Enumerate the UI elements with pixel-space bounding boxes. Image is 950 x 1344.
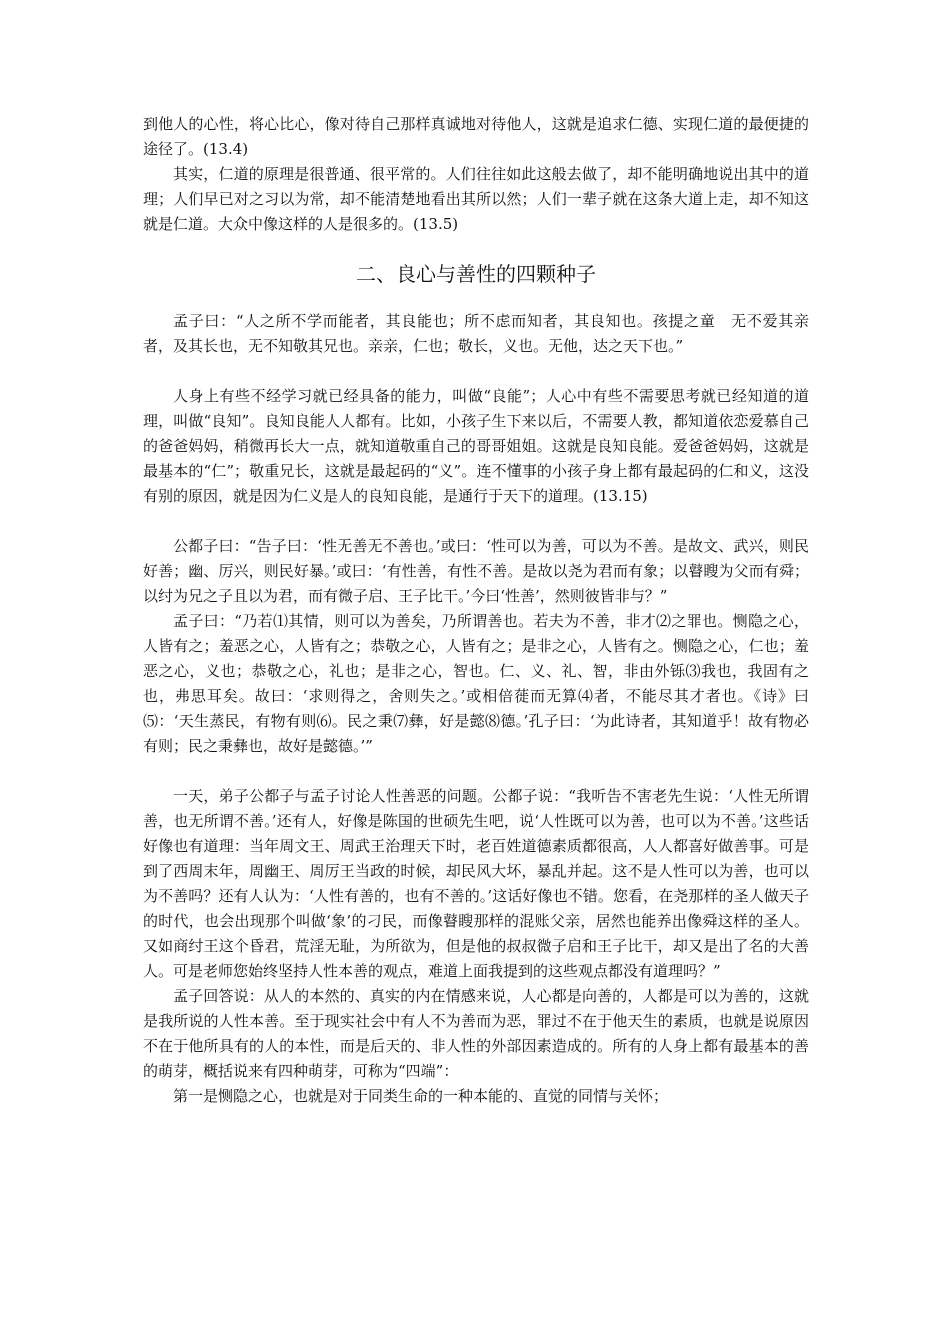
document-page [143, 112, 809, 1109]
spacer [143, 359, 809, 384]
quote-gongduzi: 公都子曰：“告子曰：‘性无善无不善也。’或曰：‘性可以为善，可以为不善。是故文、武兴，则民好善；幽、厉兴，则民好暴。’或曰：‘有性善，有性不善。是故以尧为君而有象；以瞽瞍为父而有舜；以纣为兄之子且以为君，而有微子启、王子比干。’今曰‘性善’，然则彼皆非与？” [143, 537, 809, 605]
commentary-mencius-reply: 孟子回答说：从人的本然的、真实的内在情感来说，人心都是向善的，人都是可以为善的，这就是我所说的人性本善。至于现实社会中有人不为善而为恶，罪过不在于他天生的素质，也就是说原因不在于他所具有的人的本性，而是后天的、非人性的外部因素造成的。所有的人身上都有最基本的善的萌芽，概括说来有四种萌芽，可称为“四端”： [143, 987, 809, 1080]
quote-mencius-liangzhi: 孟子曰：“人之所不学而能者，其良能也；所不虑而知者，其良知也。孩提之童 无不爱其亲者，及其长也，无不知敬其兄也。亲亲，仁也；敬长，义也。无他，达之天下也。” [143, 312, 809, 355]
paragraph-rendao: 其实，仁道的原理是很普通、很平常的。人们往往如此这般去做了，却不能明确地说出其中的道理；人们早已对之习以为常，却不能清楚地看出其所以然；人们一辈子就在这条大道上走，却不知这就是仁道。大众中像这样的人是很多的。(13.5) [143, 165, 809, 233]
commentary-first-duan: 第一是恻隐之心，也就是对于同类生命的一种本能的、直觉的同情与关怀； [173, 1087, 669, 1105]
commentary-gongduzi: 一天，弟子公都子与孟子讨论人性善恶的问题。公都子说：“我听告不害老先生说：‘人性无所谓善，也无所谓不善。’还有人，好像是陈国的世硕先生吧，说‘人性既可以为善，也可以为不善。’这些话好像也有道理：当年周文王、周武王治理天下时，老百姓道德素质都很高，人人都喜好做善事。可是到了西周末年，周幽王、周厉王当政的时候，却民风大坏，暴乱并起。这不是人性可以为善，也可以为不善吗？还有人认为：‘人性有善的，也有不善的。’这话好像也不错。您看，在尧那样的圣人做天子的时代，也会出现那个叫做‘象’的刁民，而像瞽瞍那样的混账父亲，居然也能养出像舜这样的圣人。又如商纣王这个昏君，荒淫无耻，为所欲为，但是他的叔叔微子启和王子比干，却又是出了名的大善人。可是老师您始终坚持人性本善的观点，难道上面我提到的这些观点都没有道理吗？” [143, 787, 809, 980]
commentary-liangzhi: 人身上有些不经学习就已经具备的能力，叫做“良能”；人心中有些不需要思考就已经知道的道理，叫做“良知”。良知良能人人都有。比如，小孩子生下来以后，不需要人教，都知道依恋爱慕自己的爸爸妈妈，稍微再长大一点，就知道敬重自己的哥哥姐姐。这就是良知良能。爱爸爸妈妈，这就是最基本的“仁”；敬重兄长，这就是最起码的“义”。连不懂事的小孩子身上都有最起码的仁和义，这没有别的原因，就是因为仁义是人的良知良能，是通行于天下的道理。(13.15) [143, 387, 809, 505]
section-title: 二、良心与善性的四颗种子 [356, 262, 596, 286]
quote-mencius-xingshan: 孟子曰：“乃若⑴其情，则可以为善矣，乃所谓善也。若夫为不善，非才⑵之罪也。恻隐之心，人皆有之；羞恶之心，人皆有之；恭敬之心，人皆有之；是非之心，人皆有之。恻隐之心，仁也；羞恶之心，义也；恭敬之心，礼也；是非之心，智也。仁、义、礼、智，非由外铄⑶我也，我固有之也，弗思耳矣。故曰：‘求则得之，舍则失之。’或相倍蓰而无算⑷者，不能尽其才者也。《诗》曰⑸：‘天生蒸民，有物有则⑹。民之秉⑺彝，好是懿⑻德。’孔子曰：‘为此诗者，其知道乎！故有物必有则；民之秉彝也，故好是懿德。’” [143, 612, 809, 755]
spacer [143, 509, 809, 534]
spacer [143, 759, 809, 784]
paragraph-continuation: 到他人的心性，将心比心，像对待自己那样真诚地对待他人，这就是追求仁德、实现仁道的最便捷的途径了。(13.4) [143, 115, 809, 158]
